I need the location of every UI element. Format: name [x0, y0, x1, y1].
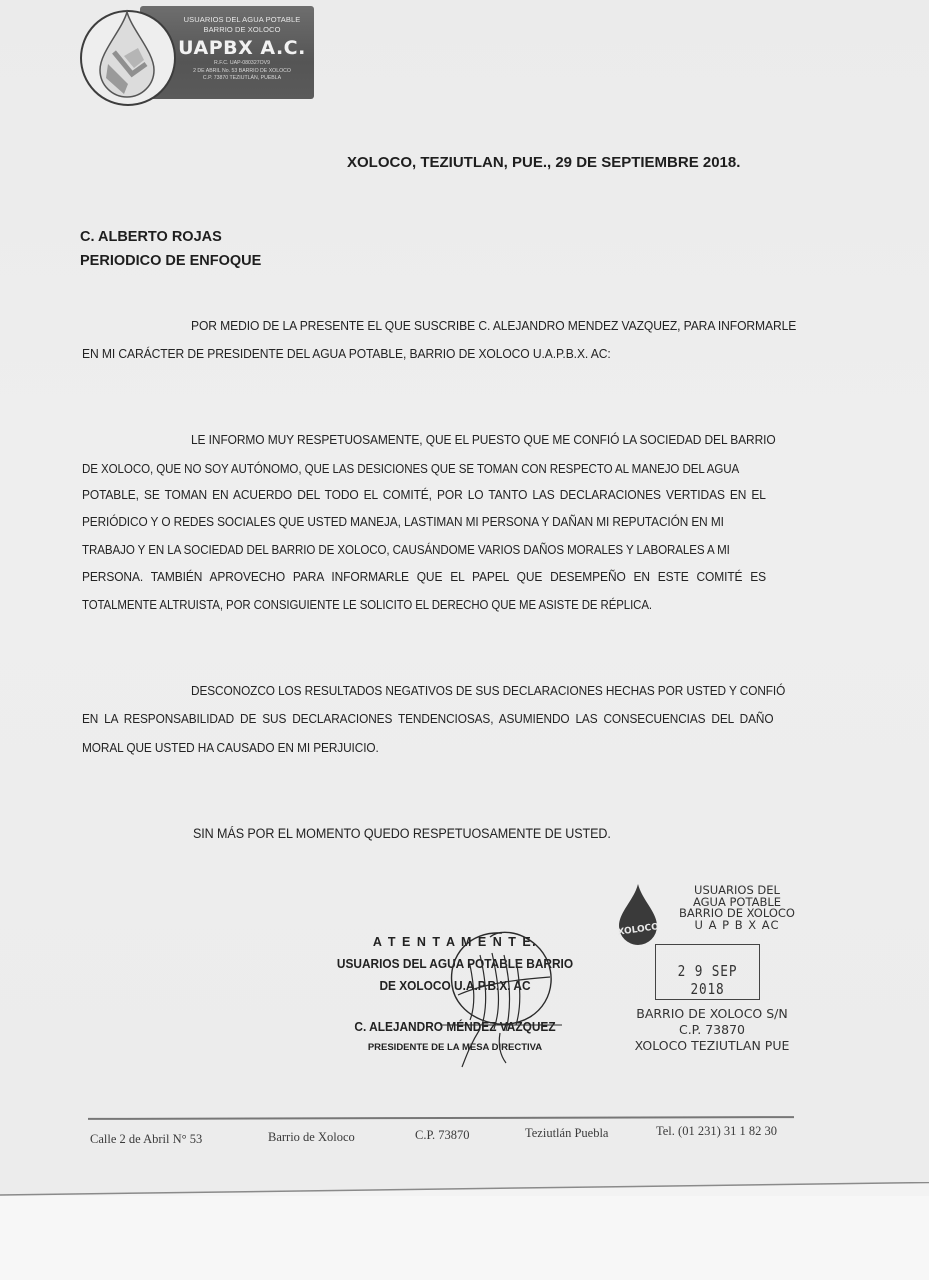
background-surface	[0, 1196, 929, 1280]
logo-address: 2 DE ABRIL No. 53 BARRIO DE XOLOCO	[193, 67, 291, 74]
svg-text:XOLOCO: XOLOCO	[616, 922, 660, 938]
stamp-head-line-3: BARRIO DE XOLOCO	[679, 906, 795, 920]
stamp-head-line-2: AGUA POTABLE	[692, 894, 782, 909]
water-drop-stamp-icon	[616, 882, 660, 948]
stamp-head-line-4: U A P B X AC	[694, 917, 780, 932]
signer-title: PRESIDENTE DE LA MESA DIRECTIVA	[367, 1042, 543, 1053]
stamp-head-line-1: USUARIOS DEL	[694, 883, 780, 897]
logo-acronym: UAPBX A.C.	[178, 37, 306, 59]
paragraph-1-line-2: EN MI CARÁCTER DE PRESIDENTE DEL AGUA POTABLE, BARRIO DE XOLOCO U.A.P.B.X. AC:	[82, 346, 611, 361]
recipient-name: C. ALBERTO ROJAS	[80, 229, 222, 245]
paragraph-1-line-1: POR MEDIO DE LA PRESENTE EL QUE SUSCRIBE C. ALEJANDRO MENDEZ VAZQUEZ, PARA INFORMARLE	[191, 318, 797, 333]
paragraph-2-line-7: TOTALMENTE ALTRUISTA, POR CONSIGUIENTE LE SOLICITO EL DERECHO QUE ME ASISTE DE RÉPLICA.	[82, 597, 652, 612]
stamp-heading	[662, 885, 812, 931]
date-line: XOLOCO, TEZIUTLAN, PUE., 29 DE SEPTIEMBRE 2018.	[347, 154, 741, 171]
footer-neighborhood: Barrio de Xoloco	[268, 1130, 355, 1144]
recipient-organization: PERIODICO DE ENFOQUE	[80, 253, 262, 269]
paragraph-2-line-2: DE XOLOCO, QUE NO SOY AUTÓNOMO, QUE LAS DESICIONES QUE SE TOMAN CON RESPECTO AL MANEJO DEL AGUA	[82, 461, 740, 476]
paragraph-2-line-4: PERIÓDICO Y O REDES SOCIALES QUE USTED MANEJA, LASTIMAN MI PERSONA Y DAÑAN MI REPUTACIÓN EN MI	[82, 514, 724, 529]
paragraph-3-line-3: MORAL QUE USTED HA CAUSADO EN MI PERJUICIO.	[82, 740, 379, 755]
stamp-footer	[612, 1006, 812, 1054]
footer-postal-code: C.P. 73870	[415, 1128, 470, 1142]
paragraph-2-line-6: PERSONA. TAMBIÉN APROVECHO PARA INFORMARLE QUE EL PAPEL QUE DESEMPEÑO EN ESTE COMITÉ ES	[82, 569, 767, 584]
stamp-date-box	[655, 944, 760, 1000]
paragraph-2-line-5: TRABAJO Y EN LA SOCIEDAD DEL BARRIO DE XOLOCO, CAUSÁNDOME VARIOS DAÑOS MORALES Y LABORALES A MI	[82, 542, 730, 557]
paragraph-2-line-3: POTABLE, SE TOMAN EN ACUERDO DEL TODO EL COMITÉ, POR LO TANTO LAS DECLARACIONES VERTIDAS EN EL	[82, 487, 766, 502]
stamp-date: 2 9 SEP 2018	[677, 962, 738, 998]
stamp-foot-line-3: XOLOCO TEZIUTLAN PUE	[634, 1038, 790, 1053]
stamp-foot-line-2: C.P. 73870	[678, 1022, 745, 1037]
signature-org-line-2: DE XOLOCO U.A.P.B.X. AC	[379, 979, 531, 993]
logo-org-line2: BARRIO DE XOLOCO	[203, 25, 281, 34]
logo-city: C.P. 73870 TEZIUTLÁN, PUEBLA	[202, 75, 282, 81]
signature-org-line-1: USUARIOS DEL AGUA POTABLE BARRIO	[336, 957, 574, 971]
logo-rfc: R.F.C. UAP-080327OV9	[214, 60, 270, 66]
logo-org-line1: USUARIOS DEL AGUA POTABLE	[183, 15, 301, 24]
footer-phone: Tel. (01 231) 31 1 82 30	[656, 1124, 777, 1138]
handwritten-signature	[440, 925, 570, 1070]
signature-salutation: A T E N T A M E N T E.	[372, 935, 538, 949]
water-drop-icon	[94, 8, 160, 100]
official-stamp	[612, 880, 812, 1060]
paragraph-3-line-1: DESCONOZCO LOS RESULTADOS NEGATIVOS DE SUS DECLARACIONES HECHAS POR USTED Y CONFIÓ	[191, 683, 786, 698]
signer-name: C. ALEJANDRO MÉNDEZ VAZQUEZ	[354, 1020, 556, 1034]
footer-city: Teziutlán Puebla	[525, 1126, 609, 1140]
letterhead-logo	[80, 6, 314, 100]
closing-line: SIN MÁS POR EL MOMENTO QUEDO RESPETUOSAMENTE DE USTED.	[193, 826, 611, 841]
logo-text	[172, 15, 312, 83]
paragraph-2-line-1: LE INFORMO MUY RESPETUOSAMENTE, QUE EL PUESTO QUE ME CONFIÓ LA SOCIEDAD DEL BARRIO	[191, 432, 776, 447]
footer-street: Calle 2 de Abril N° 53	[90, 1132, 203, 1146]
paragraph-3-line-2: EN LA RESPONSABILIDAD DE SUS DECLARACIONES TENDENCIOSAS, ASUMIENDO LAS CONSECUENCIAS DEL DAÑO	[82, 711, 774, 726]
stamp-foot-line-1: BARRIO DE XOLOCO S/N	[636, 1006, 788, 1021]
